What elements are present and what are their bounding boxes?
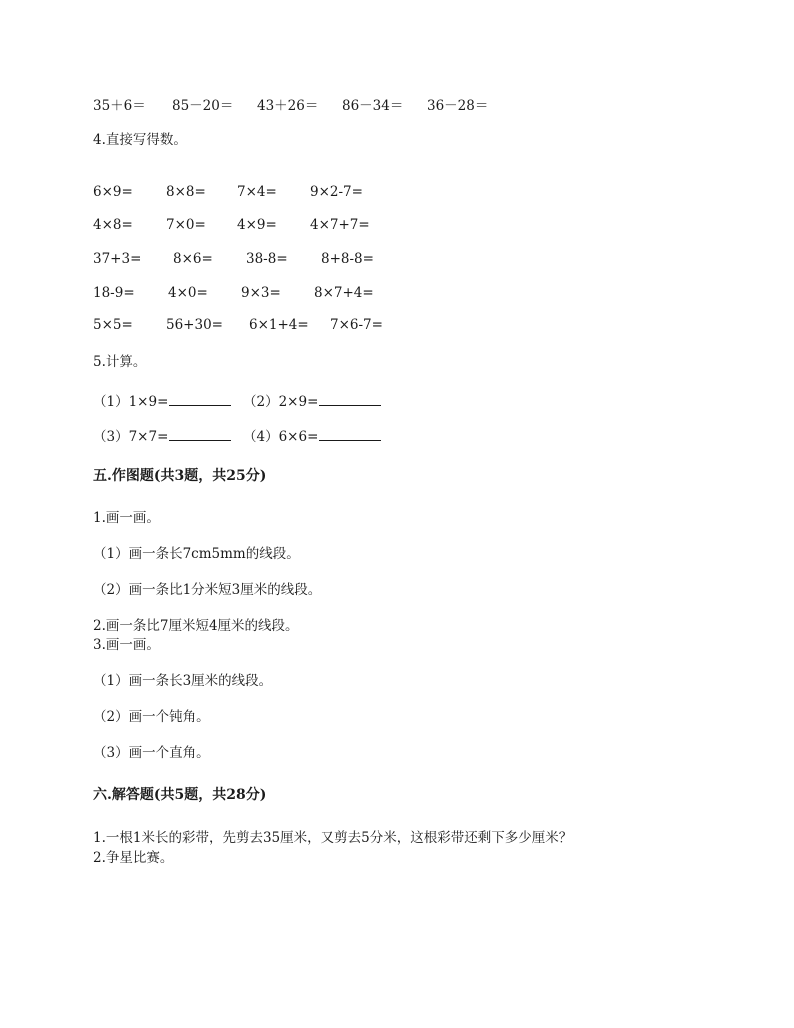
expression: 8×7+4=	[314, 285, 374, 301]
item-expression: 1×9=	[128, 394, 169, 410]
expression: 7×0=	[166, 217, 206, 233]
section-6-line: 2.争星比赛。	[93, 850, 174, 866]
calc-item	[93, 425, 231, 445]
expression: 7×4=	[237, 184, 277, 200]
item-number: （4）	[243, 429, 279, 445]
section-6-line: 1.一根1米长的彩带，先剪去35厘米，又剪去5分米，这根彩带还剩下多少厘米？	[93, 830, 573, 846]
expression: 8×8=	[166, 184, 206, 200]
expression: 5×5=	[93, 317, 133, 333]
item-expression: 7×7=	[128, 429, 169, 445]
expression: 9×3=	[241, 285, 281, 301]
expression: 35＋6＝	[93, 98, 146, 114]
expression: 8+8-8=	[321, 251, 374, 267]
item-number: （1）	[93, 394, 129, 410]
answer-blank[interactable]	[169, 393, 231, 406]
expression: 6×9=	[93, 184, 133, 200]
section-5-line: （1）画一条长7cm5mm的线段。	[93, 546, 300, 562]
expression: 4×0=	[168, 285, 208, 301]
section-5-heading: 五.作图题(共3题，共25分)	[93, 468, 267, 484]
answer-blank[interactable]	[319, 393, 381, 406]
expression: 86－34＝	[342, 98, 404, 114]
section-5-line: （2）画一个钝角。	[93, 709, 210, 725]
expression: 56+30=	[166, 317, 223, 333]
question-5-title: 5.计算。	[93, 354, 147, 370]
calc-item	[243, 425, 381, 445]
calc-item	[93, 390, 231, 410]
answer-blank[interactable]	[169, 428, 231, 441]
expression: 9×2-7=	[310, 184, 363, 200]
section-5-line: （2）画一条比1分米短3厘米的线段。	[93, 582, 322, 598]
section-5-line: （3）画一个直角。	[93, 745, 210, 761]
expression: 37+3=	[93, 251, 142, 267]
expression: 85－20＝	[172, 98, 234, 114]
question-4-title: 4.直接写得数。	[93, 132, 187, 148]
expression: 4×8=	[93, 217, 133, 233]
section-5-line: 1.画一画。	[93, 510, 160, 526]
section-5-line: 2.画一条比7厘米短4厘米的线段。	[93, 618, 299, 634]
item-number: （3）	[93, 429, 129, 445]
expression: 4×9=	[237, 217, 277, 233]
item-expression: 2×9=	[278, 394, 319, 410]
section-5-line: 3.画一画。	[93, 637, 160, 653]
expression: 43＋26＝	[257, 98, 319, 114]
expression: 38-8=	[246, 251, 288, 267]
answer-blank[interactable]	[319, 428, 381, 441]
item-expression: 6×6=	[278, 429, 319, 445]
expression: 7×6-7=	[330, 317, 383, 333]
expression: 4×7+7=	[310, 217, 370, 233]
item-number: （2）	[243, 394, 279, 410]
section-5-line: （1）画一条长3厘米的线段。	[93, 673, 273, 689]
expression: 8×6=	[173, 251, 213, 267]
calc-item	[243, 390, 381, 410]
expression: 18-9=	[93, 285, 135, 301]
expression: 6×1+4=	[249, 317, 309, 333]
section-6-heading: 六.解答题(共5题，共28分)	[93, 787, 267, 803]
expression: 36－28＝	[427, 98, 489, 114]
